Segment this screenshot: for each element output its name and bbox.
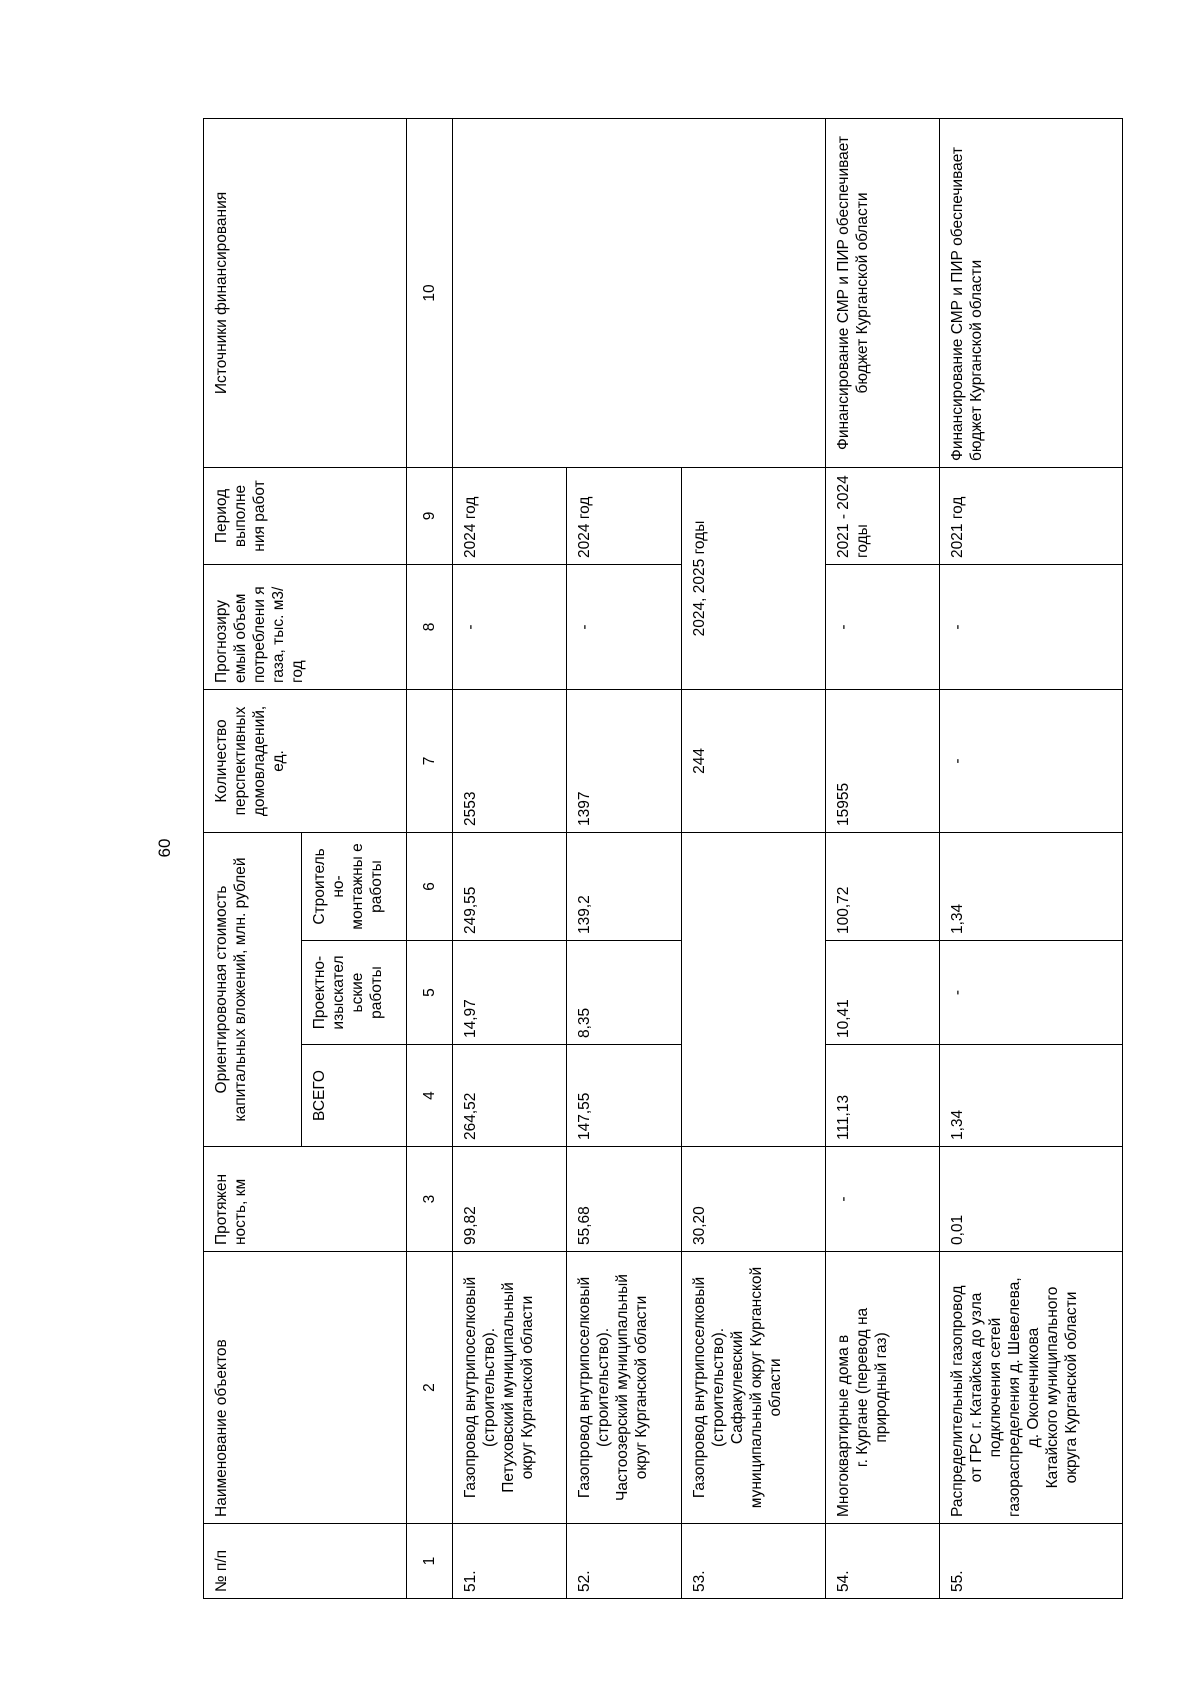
header-cost-group: Ориентировочная стоимость капитальных вложений, млн. рублей [204, 832, 302, 1146]
length-value: - [825, 1147, 939, 1252]
column-number-row [407, 118, 453, 1598]
header-n: № п/п [204, 1524, 407, 1599]
object-name [452, 1252, 566, 1524]
object-name-line: (строительство). [709, 1327, 727, 1448]
smr-value: 100,72 [825, 832, 939, 940]
header-pir: Проектно-изыскател ьские работы [302, 941, 407, 1045]
table-row [452, 118, 566, 1598]
object-name-line: Распределительный газопровод [949, 1285, 967, 1517]
row-number: 54. [825, 1524, 939, 1599]
colnum-2: 2 [407, 1252, 453, 1524]
colnum-10: 10 [407, 118, 453, 467]
page-number: 60 [155, 838, 174, 858]
smr-value: 249,55 [452, 832, 566, 940]
header-gas: Прогнозиру емый объем потреблени я газа, тыс. м3/год [204, 564, 407, 689]
colnum-3: 3 [407, 1147, 453, 1252]
row-number: 52. [567, 1524, 681, 1599]
pir-value: 14,97 [452, 941, 566, 1045]
households-value: 1397 [567, 689, 681, 832]
header-row [204, 118, 302, 1598]
pir-value: 8,35 [567, 941, 681, 1045]
total-value: 147,55 [567, 1045, 681, 1147]
object-name [567, 1252, 681, 1524]
object-name-line: области [766, 1358, 784, 1417]
object-name-line: Многоквартирные дома в [834, 1334, 852, 1517]
total-value: 264,52 [452, 1045, 566, 1147]
households-value: 15955 [825, 689, 939, 832]
object-name-line: Петуховский муниципальный [499, 1282, 517, 1493]
length-value: 30,20 [681, 1147, 825, 1252]
object-name-line: г. Кургане (перевод на [853, 1307, 871, 1468]
object-name [681, 1252, 825, 1524]
smr-value: 139,2 [567, 832, 681, 940]
object-name-line: газораспределения д. Шевелева, [1006, 1277, 1024, 1517]
investment-table [203, 118, 1123, 1599]
header-length: Протяжен ность, км [204, 1147, 407, 1252]
colnum-1: 1 [407, 1524, 453, 1599]
source-value: Финансирование СМР и ПИР обеспечивает бюджет Курганской области [940, 118, 1123, 467]
length-value: 55,68 [567, 1147, 681, 1252]
pir-value: 10,41 [825, 941, 939, 1045]
object-name [825, 1252, 939, 1524]
colnum-8: 8 [407, 564, 453, 689]
total-value: 1,34 [940, 1045, 1123, 1147]
period-value: 2024 год [567, 467, 681, 564]
source-value: Финансирование СМР и ПИР обеспечивает бюджет Курганской области [825, 118, 939, 467]
smr-value: 1,34 [940, 832, 1123, 940]
row-number: 53. [681, 1524, 825, 1599]
header-households: Количество перспективных домовладений, ед. [204, 689, 407, 832]
colnum-7: 7 [407, 689, 453, 832]
length-value: 99,82 [452, 1147, 566, 1252]
header-total: ВСЕГО [302, 1045, 407, 1147]
object-name-line: природный газ) [872, 1332, 890, 1443]
households-value: 244 [681, 689, 825, 832]
period-value: 2021 - 2024 годы [825, 467, 939, 564]
cost-value-merged [681, 832, 825, 1146]
period-value: 2021 год [940, 467, 1123, 564]
object-name-line: муниципальный округ Курганской [747, 1266, 765, 1509]
gas-value: - [940, 564, 1123, 689]
rotated-table-frame [203, 119, 1123, 1599]
header-period: Период выполне ния работ [204, 467, 407, 564]
object-name-line: округ Курганской области [633, 1295, 651, 1480]
object-name-line: от ГРС г. Катайска до узла [968, 1292, 986, 1483]
colnum-9: 9 [407, 467, 453, 564]
object-name-line: Частоозерский муниципальный [614, 1274, 632, 1501]
object-name-line: (строительство). [480, 1327, 498, 1448]
total-value: 111,13 [825, 1045, 939, 1147]
colnum-5: 5 [407, 941, 453, 1045]
object-name-line: Газопровод внутрипоселковый [576, 1276, 594, 1499]
source-value [452, 118, 825, 467]
object-name-line: округ Курганской области [518, 1295, 536, 1480]
colnum-4: 4 [407, 1045, 453, 1147]
period-value: 2024 год [452, 467, 566, 564]
length-value: 0,01 [940, 1147, 1123, 1252]
gas-value: - [452, 564, 566, 689]
pir-value: - [940, 941, 1123, 1045]
object-name [940, 1252, 1123, 1524]
object-name-line: подключения сетей [987, 1317, 1005, 1458]
object-name-line: (строительство). [595, 1327, 613, 1448]
gas-value: - [825, 564, 939, 689]
object-name-line: Сафакулевский [728, 1330, 746, 1445]
header-smr: Строитель но-монтажны е работы [302, 832, 407, 940]
period-value: 2024, 2025 годы [681, 467, 825, 689]
row-number: 55. [940, 1524, 1123, 1599]
table-row [940, 118, 1123, 1598]
colnum-6: 6 [407, 832, 453, 940]
object-name-line: Катайского муниципального [1044, 1286, 1062, 1489]
header-name: Наименование объектов [204, 1252, 407, 1524]
households-value: - [940, 689, 1123, 832]
households-value: 2553 [452, 689, 566, 832]
table-row [825, 118, 939, 1598]
object-name-line: Газопровод внутрипоселковый [690, 1276, 708, 1499]
object-name-line: округа Курганской области [1063, 1291, 1081, 1484]
header-source: Источники финансирования [204, 118, 407, 467]
object-name-line: Газопровод внутрипоселковый [461, 1276, 479, 1499]
object-name-line: д. Оконечникова [1025, 1327, 1043, 1448]
row-number: 51. [452, 1524, 566, 1599]
gas-value: - [567, 564, 681, 689]
table-container [203, 119, 1123, 1599]
